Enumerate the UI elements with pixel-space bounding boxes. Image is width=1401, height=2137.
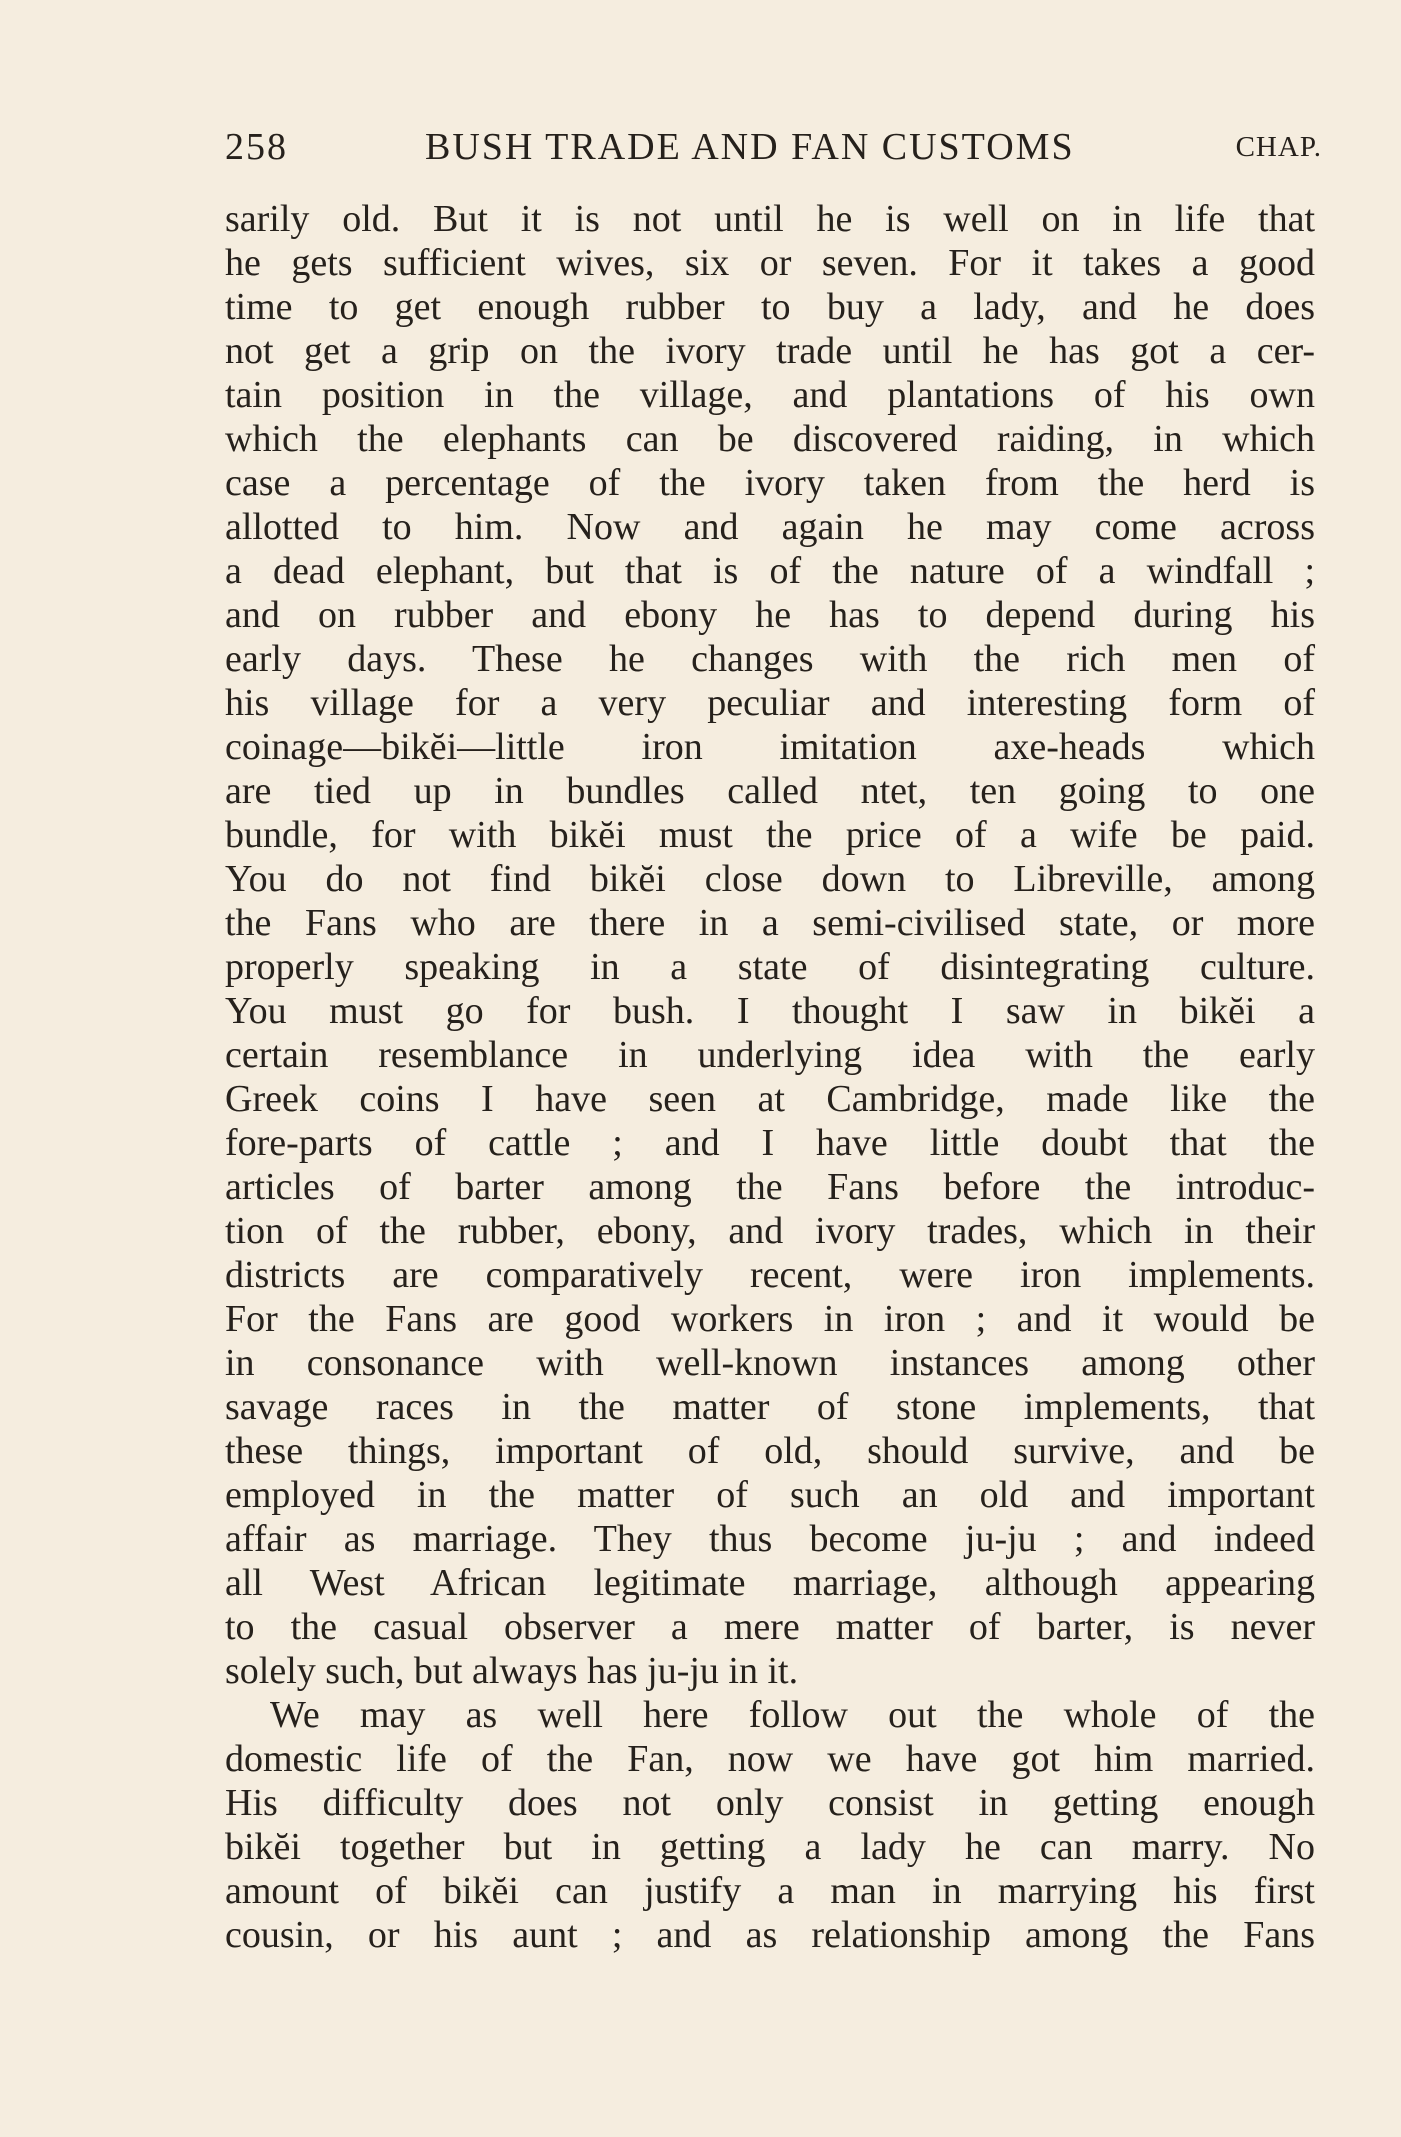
running-title: BUSH TRADE AND FAN CUSTOMS xyxy=(425,126,1075,168)
text-line: tion of the rubber, ebony, and ivory trades, which in their xyxy=(225,1210,1315,1252)
text-line: articles of barter among the Fans before the introduc- xyxy=(225,1166,1315,1208)
text-line: employed in the matter of such an old and important xyxy=(225,1474,1315,1516)
text-line: case a percentage of the ivory taken from the herd is xyxy=(225,462,1315,504)
text-line: early days. These he changes with the rich men of xyxy=(225,638,1315,680)
text-line: His difficulty does not only consist in getting enough xyxy=(225,1782,1315,1824)
text-line: bundle, for with bikĕi must the price of a wife be paid. xyxy=(225,814,1315,856)
text-line: coinage—bikĕi—little iron imitation axe-heads which xyxy=(225,726,1315,768)
text-line: not get a grip on the ivory trade until he has got a cer- xyxy=(225,330,1315,372)
paragraph-start-line: We may as well here follow out the whole of the xyxy=(270,1694,1315,1736)
paragraph-end-line: solely such, but always has ju-ju in it. xyxy=(225,1650,799,1692)
text-line: to the casual observer a mere matter of barter, is never xyxy=(225,1606,1315,1648)
text-line: a dead elephant, but that is of the nature of a windfall ; xyxy=(225,550,1315,592)
text-line: cousin, or his aunt ; and as relationship among the Fans xyxy=(225,1914,1315,1956)
text-line: are tied up in bundles called ntet, ten going to one xyxy=(225,770,1315,812)
text-line: which the elephants can be discovered raiding, in which xyxy=(225,418,1315,460)
text-line: these things, important of old, should survive, and be xyxy=(225,1430,1315,1472)
text-line: certain resemblance in underlying idea with the early xyxy=(225,1034,1315,1076)
body-text xyxy=(225,197,1315,1957)
text-line: sarily old. But it is not until he is well on in life that xyxy=(225,198,1315,240)
text-line: time to get enough rubber to buy a lady, and he does xyxy=(225,286,1315,328)
text-line: districts are comparatively recent, were iron implements. xyxy=(225,1254,1315,1296)
text-line: all West African legitimate marriage, although appearing xyxy=(225,1562,1315,1604)
text-line: You do not find bikĕi close down to Libreville, among xyxy=(225,858,1315,900)
text-line: savage races in the matter of stone implements, that xyxy=(225,1386,1315,1428)
page-header xyxy=(225,125,1322,175)
text-line: For the Fans are good workers in iron ; and it would be xyxy=(225,1298,1315,1340)
text-line: the Fans who are there in a semi-civilised state, or more xyxy=(225,902,1315,944)
text-line: properly speaking in a state of disintegrating culture. xyxy=(225,946,1315,988)
text-line: he gets sufficient wives, six or seven. For it takes a good xyxy=(225,242,1315,284)
text-line: fore-parts of cattle ; and I have little doubt that the xyxy=(225,1122,1315,1164)
text-line: his village for a very peculiar and interesting form of xyxy=(225,682,1315,724)
text-line: domestic life of the Fan, now we have got him married. xyxy=(225,1738,1315,1780)
text-line: You must go for bush. I thought I saw in bikĕi a xyxy=(225,990,1315,1032)
page-number: 258 xyxy=(225,126,288,168)
text-line: bikĕi together but in getting a lady he can marry. No xyxy=(225,1826,1315,1868)
text-line: Greek coins I have seen at Cambridge, made like the xyxy=(225,1078,1315,1120)
text-line: amount of bikĕi can justify a man in marrying his first xyxy=(225,1870,1315,1912)
text-line: and on rubber and ebony he has to depend during his xyxy=(225,594,1315,636)
chapter-label: CHAP. xyxy=(1235,131,1322,163)
text-line: tain position in the village, and plantations of his own xyxy=(225,374,1315,416)
text-line: allotted to him. Now and again he may come across xyxy=(225,506,1315,548)
text-line: in consonance with well-known instances among other xyxy=(225,1342,1315,1384)
text-line: affair as marriage. They thus become ju-ju ; and indeed xyxy=(225,1518,1315,1560)
